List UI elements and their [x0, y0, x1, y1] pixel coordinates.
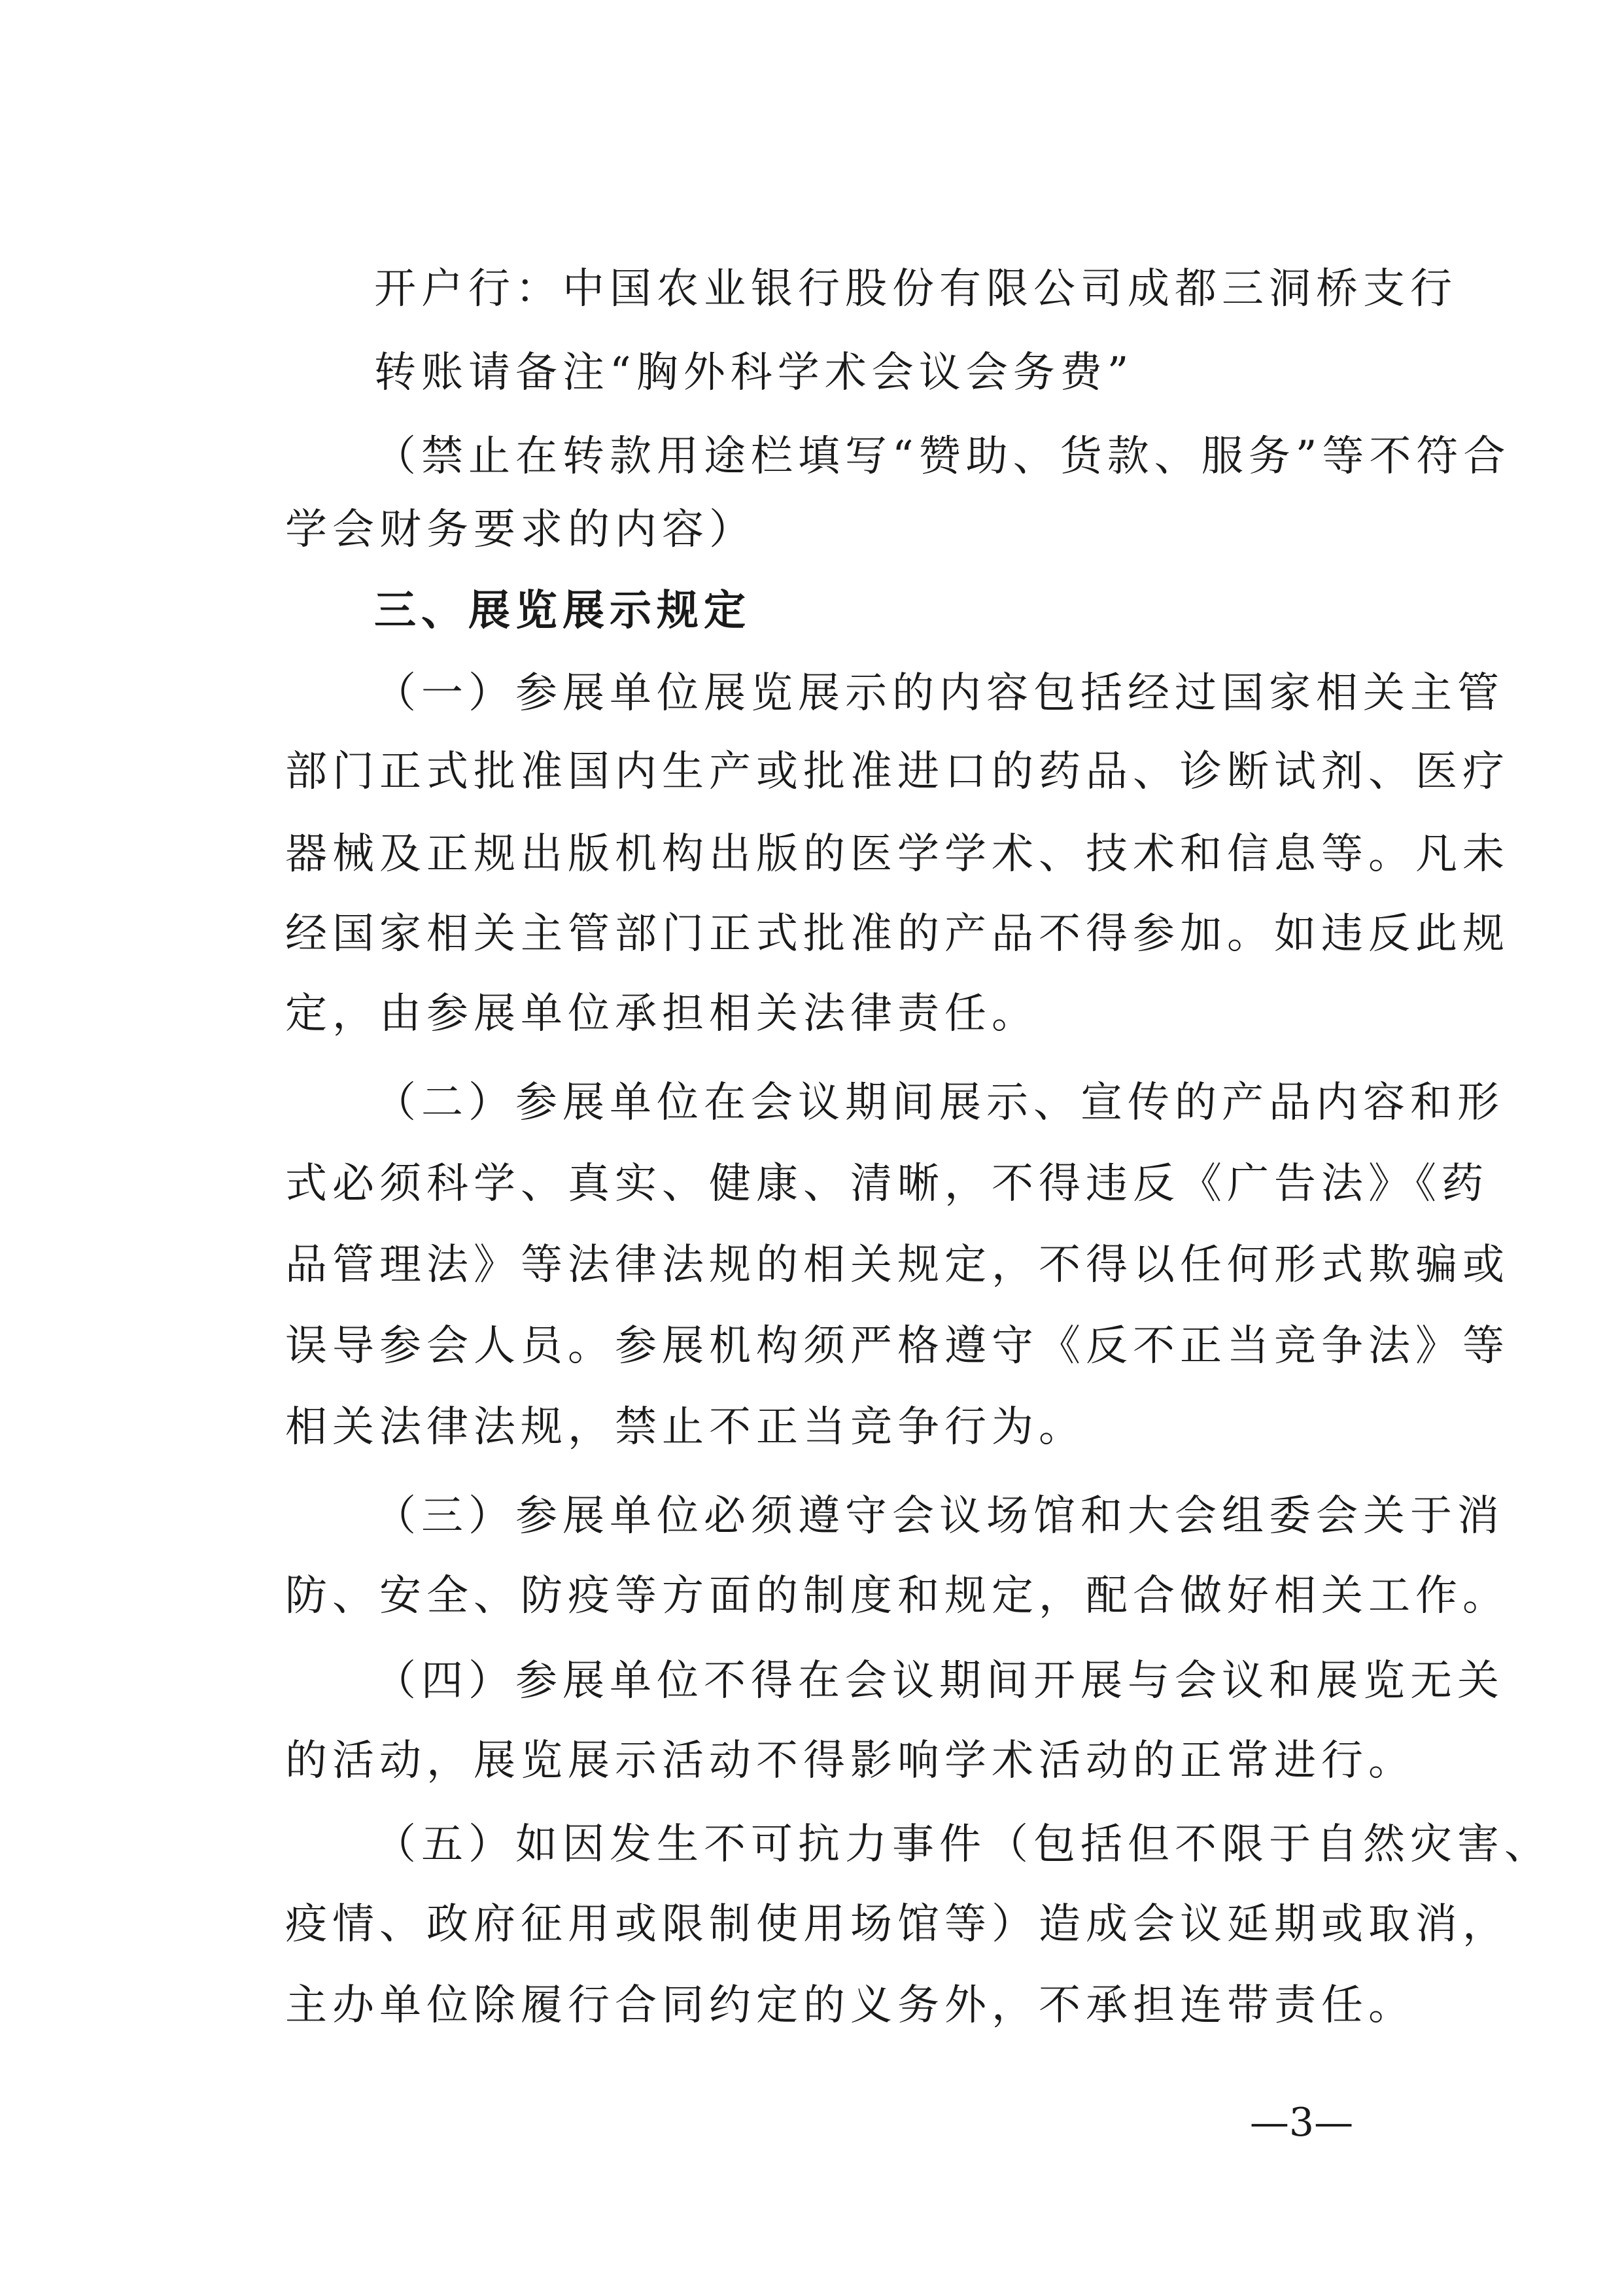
clause-2-line-3: 品管理法》等法律法规的相关规定，不得以任何形式欺骗或	[285, 1241, 1510, 1289]
clause-3-line-2: 防、安全、防疫等方面的制度和规定，配合做好相关工作。	[285, 1572, 1510, 1620]
prohibition-line-1: （禁止在转款用途栏填写“赞助、货款、服务”等不符合	[374, 432, 1511, 481]
clause-3-line-1: （三）参展单位必须遵守会议场馆和大会组委会关于消	[374, 1492, 1504, 1540]
clause-1-line-4: 经国家相关主管部门正式批准的产品不得参加。如违反此规	[285, 910, 1510, 958]
prohibition-line-2: 学会财务要求的内容）	[285, 506, 756, 554]
clause-1-line-1: （一）参展单位展览展示的内容包括经过国家相关主管	[374, 669, 1504, 718]
clause-1-line-5: 定，由参展单位承担相关法律责任。	[285, 990, 1039, 1038]
clause-2-line-4: 误导参会人员。参展机构须严格遵守《反不正当竞争法》等	[285, 1322, 1510, 1370]
clause-1-line-3: 器械及正规出版机构出版的医学学术、技术和信息等。凡未	[285, 830, 1510, 878]
section-heading: 三、展览展示规定	[374, 587, 751, 635]
transfer-note-line: 转账请备注“胸外科学术会议会务费”	[374, 349, 1134, 397]
clause-2-line-1: （二）参展单位在会议期间展示、宣传的产品内容和形	[374, 1079, 1504, 1127]
clause-2-line-2: 式必须科学、真实、健康、清晰，不得违反《广告法》《药	[285, 1160, 1489, 1208]
clause-5-line-2: 疫情、政府征用或限制使用场馆等）造成会议延期或取消，	[285, 1900, 1510, 1949]
bank-line: 开户行：中国农业银行股份有限公司成都三洞桥支行	[374, 265, 1457, 313]
clause-4-line-1: （四）参展单位不得在会议期间开展与会议和展览无关	[374, 1657, 1504, 1705]
page-number: —3—	[1249, 2100, 1354, 2145]
clause-2-line-5: 相关法律法规，禁止不正当竞争行为。	[285, 1403, 1086, 1451]
clause-5-line-1: （五）如因发生不可抗力事件（包括但不限于自然灾害、	[374, 1820, 1551, 1869]
clause-1-line-2: 部门正式批准国内生产或批准进口的药品、诊断试剂、医疗	[285, 748, 1510, 796]
clause-4-line-2: 的活动，展览展示活动不得影响学术活动的正常进行。	[285, 1737, 1415, 1785]
clause-5-line-3: 主办单位除履行合同约定的义务外，不承担连带责任。	[285, 1981, 1415, 2030]
